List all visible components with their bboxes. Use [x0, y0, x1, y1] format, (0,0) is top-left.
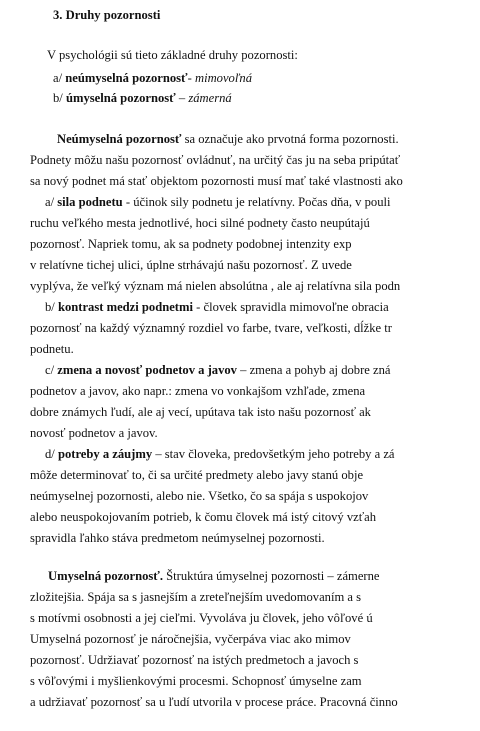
paragraph-line: vyplýva, že veľký význam má nielen absolútna , ale aj relatívna sila podn — [30, 279, 401, 293]
list-item-d — [45, 446, 395, 462]
paragraph-line: podnetu. — [30, 342, 74, 356]
item-term: zmena a novosť podnetov a javov — [57, 363, 237, 377]
item-marker: c/ — [45, 363, 58, 377]
type-marker: b/ — [53, 91, 66, 105]
type-description: zámerná — [188, 91, 232, 105]
paragraph-line: pozornosť. Udržiavať pozornosť na istých predmetoch a javoch s — [30, 653, 359, 667]
lead-term: Neúmyselná pozornosť — [57, 132, 182, 146]
paragraph-line: Umyselná pozornosť je náročnejšia, vyčerpáva viac ako mimov — [30, 632, 351, 646]
paragraph-line: pozornosť na každý významný rozdiel vo farbe, tvare, veľkosti, dĺžke tr — [30, 321, 392, 335]
paragraph-line: sa nový podnet má stať objektom pozornosti musí mať také vlastnosti ako — [30, 174, 403, 188]
paragraph-line: a udržiavať pozornosť sa u ľudí utvorila v procese práce. Pracovná činno — [30, 695, 398, 709]
type-separator: - — [187, 71, 195, 85]
section-heading: 3. Druhy pozornosti — [53, 8, 161, 22]
item-text: - človek spravidla mimovoľne obracia — [193, 300, 389, 314]
paragraph-line: ruchu veľkého mesta jednotlivé, hoci silné podnety často neupútajú — [30, 216, 370, 230]
paragraph-line: môže determinovať to, či sa určité predmety alebo javy stanú obje — [30, 468, 364, 482]
item-text: – stav človeka, predovšetkým jeho potreby a zá — [152, 447, 395, 461]
type-term: neúmyselná pozornosť — [65, 71, 188, 85]
lead-term: Umyselná pozornosť. — [48, 569, 164, 583]
list-item-c — [45, 362, 391, 378]
paragraph-line: neúmyselnej pozornosti, alebo nie. Všetko, čo sa spája s uspokojov — [30, 489, 369, 503]
paragraph-line: s motívmi osobnosti a jej cieľmi. Vyvoláva ju človek, jeho vôľové ú — [30, 611, 373, 625]
lead-text: sa označuje ako prvotná forma pozornosti. — [181, 132, 399, 146]
type-marker: a/ — [53, 71, 66, 85]
paragraph-line: spravidla ľahko stáva predmetom neúmyselnej pozornosti. — [30, 531, 325, 545]
section2-lead — [48, 568, 380, 584]
type-description: mimovoľná — [194, 71, 253, 85]
item-marker: b/ — [45, 300, 58, 314]
paragraph-line: Podnety môžu našu pozornosť ovládnuť, na určitý čas ju na seba pripútať — [30, 153, 401, 167]
paragraph-line: dobre známych ľudí, ale aj vecí, upútava tak isto našu pozornosť ak — [30, 405, 371, 419]
paragraph-line: v relatívne tichej ulici, úplne strhávajú našu pozornosť. Z uvede — [30, 258, 352, 272]
intro-line: V psychológii sú tieto základné druhy pozornosti: — [47, 48, 298, 62]
list-item-a — [45, 194, 391, 210]
paragraph-line: novosť podnetov a javov. — [30, 426, 158, 440]
type-term: úmyselná pozornosť — [65, 91, 176, 105]
paragraph-line: pozornosť. Napriek tomu, ak sa podnety podobnej intenzity exp — [30, 237, 352, 251]
item-text: – zmena a pohyb aj dobre zná — [236, 363, 391, 377]
paragraph-line: s vôľovými i myšlienkovými procesmi. Schopnosť úmyselne zam — [30, 674, 362, 688]
item-marker: d/ — [45, 447, 58, 461]
type-separator: – — [175, 91, 189, 105]
section1-lead — [57, 131, 399, 147]
item-term: potreby a záujmy — [57, 447, 153, 461]
item-term: kontrast medzi podnetmi — [57, 300, 193, 314]
paragraph-line: podnetov a javov, ako napr.: zmena vo vonkajšom vzhľade, zmena — [30, 384, 366, 398]
lead-text: Štruktúra úmyselnej pozornosti – zámerne — [163, 569, 380, 583]
item-text: - účinok sily podnetu je relatívny. Počas dňa, v pouli — [122, 195, 391, 209]
item-term: sila podnetu — [57, 195, 123, 209]
type-item-a — [53, 70, 252, 86]
list-item-b — [45, 299, 389, 315]
paragraph-line: alebo neuspokojovaním potrieb, k čomu človek má istý citový vzťah — [30, 510, 377, 524]
paragraph-line: zložitejšia. Spája sa s jasnejším a zreteľnejším uvedomovaním a s — [30, 590, 362, 604]
type-item-b — [53, 90, 232, 106]
item-marker: a/ — [45, 195, 58, 209]
